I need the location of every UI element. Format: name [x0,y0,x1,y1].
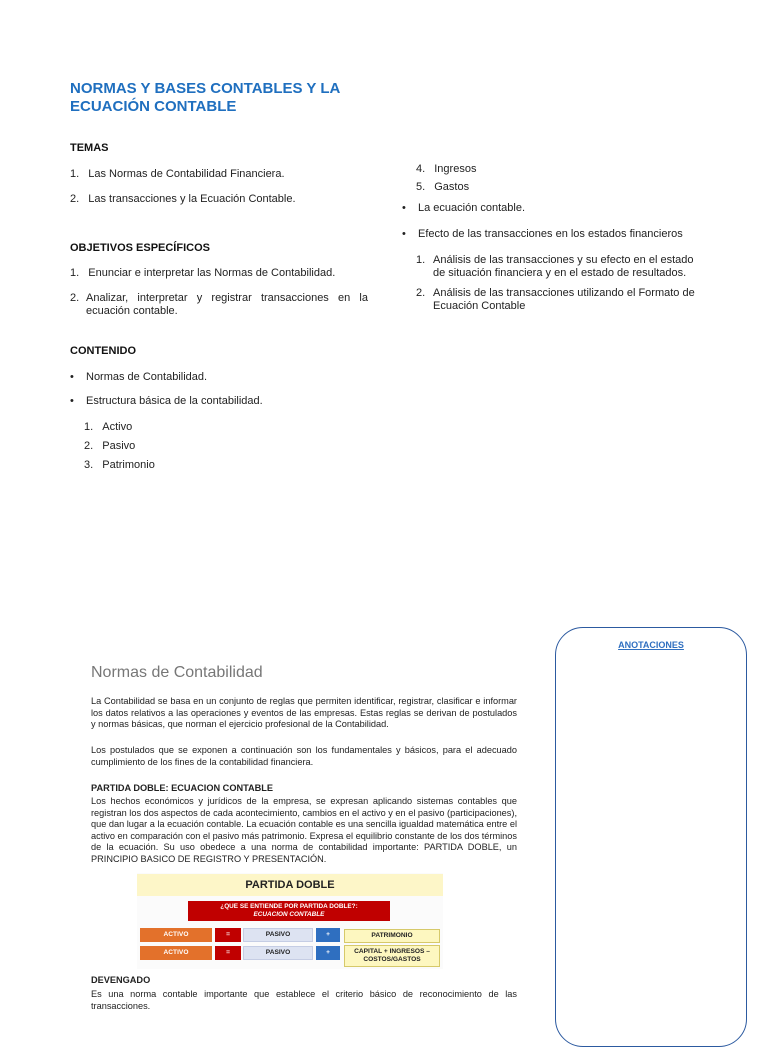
right-sub-4 [416,163,476,176]
list-number: 2. [84,440,94,452]
contenido-bullet-2: • Estructura básica de la contabilidad. [86,395,263,408]
list-text: Las Normas de Contabilidad Financiera. [88,168,285,180]
list-number: 2. [416,287,426,299]
objetivos-item-2 [70,292,368,318]
capital-ingresos-box: CAPITAL + INGRESOS – COSTOS/GASTOS [344,945,440,967]
pasivo-box: PASIVO [243,928,313,942]
list-text: Las transacciones y la Ecuación Contable. [88,193,296,205]
list-text: Gastos [434,181,470,193]
list-number: 2. [70,193,80,205]
section-title: Normas de Contabilidad [91,664,263,681]
list-text: Patrimonio [102,459,155,471]
question-line-2: ECUACION CONTABLE [253,911,325,918]
temas-item-2 [70,193,296,206]
page-title: NORMAS Y BASES CONTABLES Y LA ECUACIÓN CONTABLE [70,80,340,115]
contenido-sub-3 [84,459,155,472]
equals-box: = [215,928,241,942]
right-bullet-2: • Efecto de las transacciones en los estados financieros [418,228,683,241]
list-number: 1. [416,254,426,266]
question-line-1: ¿QUE SE ENTIENDE POR PARTIDA DOBLE?: [220,903,358,910]
list-text: Analizar, interpretar y registrar transacciones en la ecuación contable. [86,292,368,317]
right-sub-5 [416,181,469,194]
contenido-heading: CONTENIDO [70,345,136,357]
list-text: Activo [102,421,133,433]
contenido-bullet-1: • Normas de Contabilidad. [86,371,207,384]
list-text: Enunciar e interpretar las Normas de Contabilidad. [88,267,336,279]
list-number: 2. [70,292,80,304]
equals-box: = [215,946,241,960]
list-number: 4. [416,163,426,175]
anotaciones-label: ANOTACIONES [618,640,684,650]
list-number: 1. [70,267,80,279]
pasivo-box: PASIVO [243,946,313,960]
paragraph-3: Los hechos económicos y jurídicos de la empresa, se expresan aplicando sistemas contables que registran los dos aspectos de cada acontecimiento, cambios en el activo y en el pasivo (participaciones), que dan lugar a la ecuación contable. La ecuación contable es una sencilla igualdad matemática entre el activo en comparación con el pasivo más patrimonio. Expresa el equilibrio constante de los dos términos de la ecuación. Su uso obedece a una norma de contabilidad importante: PARTIDA DOBLE, un PRINCIPIO BASICO DE REGISTRO Y PRESENTACIÓN. [91,796,517,864]
list-text: Análisis de las transacciones y su efecto en el estado de situación financiera y en el estado de resultados. [433,254,694,279]
paragraph-2: Los postulados que se exponen a continuación son los fundamentales y básicos, para el adecuado cumplimiento de los fines de la contabilidad financiera. [91,745,517,767]
paragraph-1: La Contabilidad se basa en un conjunto de reglas que permiten identificar, registrar, clasificar e informar los datos relativos a las operaciones y eventos de las empresas. Estas reglas se derivan de postulados y normas básicas, que norman el ejercicio profesional de la Contabilidad. [91,696,517,729]
list-number: 3. [84,459,94,471]
right-bullet-1: • La ecuación contable. [418,202,525,215]
list-number: 5. [416,181,426,193]
plus-box: + [316,946,340,960]
activo-box: ACTIVO [140,928,212,942]
contenido-sub-1 [84,421,132,434]
temas-heading: TEMAS [70,142,109,154]
list-text: Análisis de las transacciones utilizando el Formato de Ecuación Contable [433,287,695,312]
right-sub2-1 [416,254,706,280]
objetivos-heading: OBJETIVOS ESPECÍFICOS [70,242,210,254]
list-number: 1. [70,168,80,180]
paragraph-4: Es una norma contable importante que establece el criterio básico de reconocimiento de las transacciones. [91,989,517,1011]
contenido-sub-2 [84,440,135,453]
activo-box: ACTIVO [140,946,212,960]
list-text: Pasivo [102,440,136,452]
diagram-title: PARTIDA DOBLE [137,874,443,896]
plus-box: + [316,928,340,942]
anotaciones-box [555,627,747,1047]
devengado-heading: DEVENGADO [91,975,151,985]
patrimonio-box: PATRIMONIO [344,929,440,943]
diagram-question [188,901,390,921]
list-number: 1. [84,421,94,433]
list-text: Ingresos [434,163,477,175]
temas-item-1 [70,168,285,181]
partida-doble-heading: PARTIDA DOBLE: ECUACION CONTABLE [91,783,274,793]
objetivos-item-1 [70,267,335,280]
right-sub2-2 [416,287,706,313]
